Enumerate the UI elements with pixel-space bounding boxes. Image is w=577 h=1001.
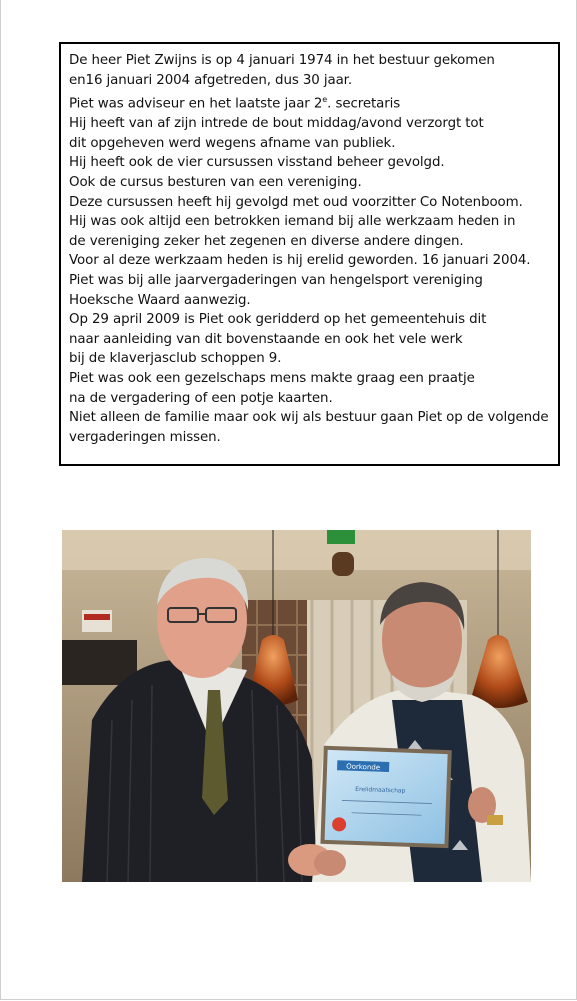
text-line: de vereniging zeker het zegenen en diverse andere dingen. <box>69 233 464 249</box>
text-line: Ook de cursus besturen van een vereniging. <box>69 175 362 191</box>
text-line: dit opgeheven werd wegens afname van publiek. <box>69 135 396 151</box>
text-line: Hoeksche Waard aanwezig. <box>69 292 251 308</box>
text-line: Hij was ook altijd een betrokken iemand bij alle werkzaam heden in <box>69 214 516 230</box>
text-line: Piet was ook een gezelschaps mens makte graag een praatje <box>69 370 475 386</box>
tribute-text-box <box>59 42 560 466</box>
certificate-subtitle: Erelidmaatschap <box>355 785 406 795</box>
text-line: Niet alleen de familie maar ook wij als bestuur gaan Piet op de volgende <box>69 410 549 426</box>
text-line: Hij heeft ook de vier cursussen visstand beheer gevolgd. <box>69 155 445 171</box>
text-line: Piet was adviseur en het laatste jaar 2e. secretaris <box>69 95 401 112</box>
text-line: naar aanleiding van dit bovenstaande en ook het vele werk <box>69 331 463 347</box>
text-line: bij de klaverjasclub schoppen 9. <box>69 351 282 367</box>
text-line: vergaderingen missen. <box>69 429 221 445</box>
text-line: na de vergadering of een potje kaarten. <box>69 390 333 406</box>
text-line: en16 januari 2004 afgetreden, dus 30 jaar. <box>69 72 353 88</box>
certificate <box>320 746 451 848</box>
text-line: Deze cursussen heeft hij gevolgd met oud voorzitter Co Notenboom. <box>69 194 523 210</box>
text-line: Hij heeft van af zijn intrede de bout middag/avond verzorgt tot <box>69 116 484 132</box>
ceremony-photo <box>62 530 531 882</box>
wall-board <box>62 640 137 685</box>
certificate-header: Oorkonde <box>346 762 381 772</box>
text-line: Voor al deze werkzaam heden is hij erelid geworden. 16 januari 2004. <box>69 253 531 269</box>
text-line: Piet was bij alle jaarvergaderingen van hengelsport vereniging <box>69 273 483 288</box>
text-line: Op 29 april 2009 is Piet ook geridderd op het gemeentehuis dit <box>69 312 487 328</box>
exit-sign <box>327 530 355 544</box>
text-line: De heer Piet Zwijns is op 4 januari 1974 in het bestuur gekomen <box>69 53 495 68</box>
